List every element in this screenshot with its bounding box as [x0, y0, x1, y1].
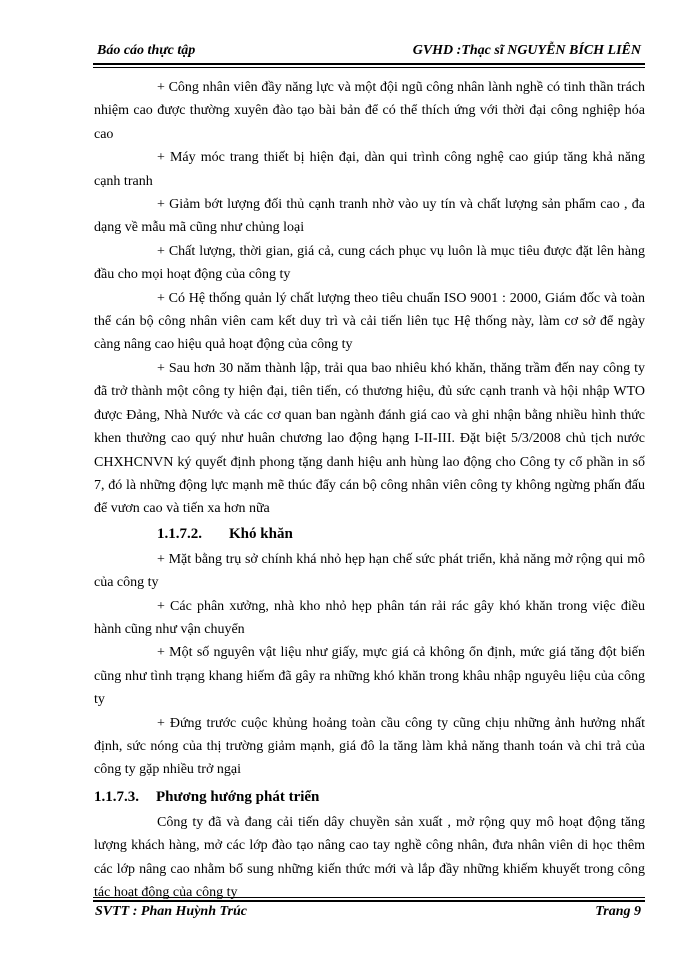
section-number: 1.1.7.2.	[157, 525, 202, 542]
report-title: Báo cáo thực tập	[97, 43, 196, 58]
advisor-name: GVHD :Thạc sĩ NGUYỄN BÍCH LIÊN	[412, 43, 641, 58]
footer-rule-thin	[93, 897, 645, 898]
paragraph: + Giảm bớt lượng đối thủ cạnh tranh nhờ vào uy tín và chất lượng sản phẩm cao , đa dạng về mẫu mã cũng như chủng loại	[94, 197, 645, 236]
section-number: 1.1.7.3.	[94, 788, 139, 805]
paragraph: + Chất lượng, thời gian, giá cả, cung cách phục vụ luôn là mục tiêu được đặt lên hàng đầu cho mọi hoạt động của công ty	[94, 243, 645, 283]
paragraph: + Sau hơn 30 năm thành lập, trải qua bao nhiêu khó khăn, thăng trầm đến nay công ty đã trở thành một công ty hiện đại, tiên tiến, có thương hiệu, đủ sức cạnh tranh và hội nhập WTO được Đảng, Nhà Nước và các cơ quan ban ngành đánh giá cao và ghi nhận bằng nhiều hình thức khen thưởng cao quý như huân chương lao động hạng I-II-III. Đặt biệt 5/3/2008 chủ tịch nước CHXHCNVN ký quyết định phong tặng danh hiệu anh hùng lao động cho Công ty cổ phần in số 7, đó là những động lực mạnh mẽ thúc đẩy cán bộ công nhân viên công ty không ngừng phấn đấu để vươn cao và tiến xa hơn nữa	[94, 360, 645, 517]
paragraph: + Công nhân viên đầy năng lực và một đội ngũ công nhân lành nghề có tinh thần trách nhiệm cao được thường xuyên đào tạo bài bản để có thể thích ứng với thời đại công nghiệp hóa cao	[94, 80, 645, 142]
paragraph: + Một số nguyên vật liệu như giấy, mực giá cả không ổn định, mức giá tăng đột biến cũng như tình trạng khang hiếm đã gây ra những khó khăn trong khâu nhập nguyêu liệu của công ty	[94, 645, 645, 708]
page-footer	[95, 902, 643, 924]
paragraph: + Đứng trước cuộc khủng hoảng toàn cầu công ty cũng chịu những ảnh hưởng nhất định, sức nóng của thị trường giảm mạnh, giá đô la tăng làm khả năng thanh toán và chi trả của công ty gặp nhiều trở ngại	[94, 715, 645, 778]
section-title: Khó khăn	[229, 525, 293, 542]
paragraph: + Có Hệ thống quản lý chất lượng theo tiêu chuẩn ISO 9001 : 2000, Giám đốc và toàn thể cán bộ công nhân viên cam kết duy trì và cải tiến liên tục Hệ thống này, làm cơ sở để ngày càng nâng cao hiệu quả hoạt động của công ty	[94, 290, 645, 353]
paragraph: + Mặt bằng trụ sở chính khá nhỏ hẹp hạn chế sức phát triển, khả năng mở rộng qui mô của công ty	[94, 551, 645, 591]
header-rule-thin	[93, 67, 645, 68]
paragraph: Công ty đã và đang cải tiến dây chuyền sản xuất , mở rộng quy mô hoạt động tăng lượng khách hàng, mở các lớp đào tạo nâng cao tay nghề công nhân, đưa nhân viên di học thêm các lớp nâng cao nhằm bổ sung những kiến thức mới và lắp đầy những khiếm khuyết trong công tác hoạt động của công ty	[94, 814, 645, 900]
section-title: Phương hướng phát triển	[156, 788, 320, 805]
student-name: SVTT : Phan Huỳnh Trúc	[95, 904, 247, 919]
document-body	[94, 76, 645, 904]
section-heading-development	[94, 784, 645, 811]
page-header	[95, 40, 643, 64]
paragraph: + Các phân xưởng, nhà kho nhỏ hẹp phân tán rải rác gây khó khăn trong việc điều hành cũng như vận chuyển	[94, 598, 645, 637]
page-number: Trang 9	[595, 904, 641, 919]
paragraph: + Máy móc trang thiết bị hiện đại, dàn qui trình công nghệ cao giúp tăng khả năng cạnh tranh	[94, 150, 645, 189]
header-rule	[93, 63, 645, 65]
section-heading-difficulties	[94, 521, 645, 548]
